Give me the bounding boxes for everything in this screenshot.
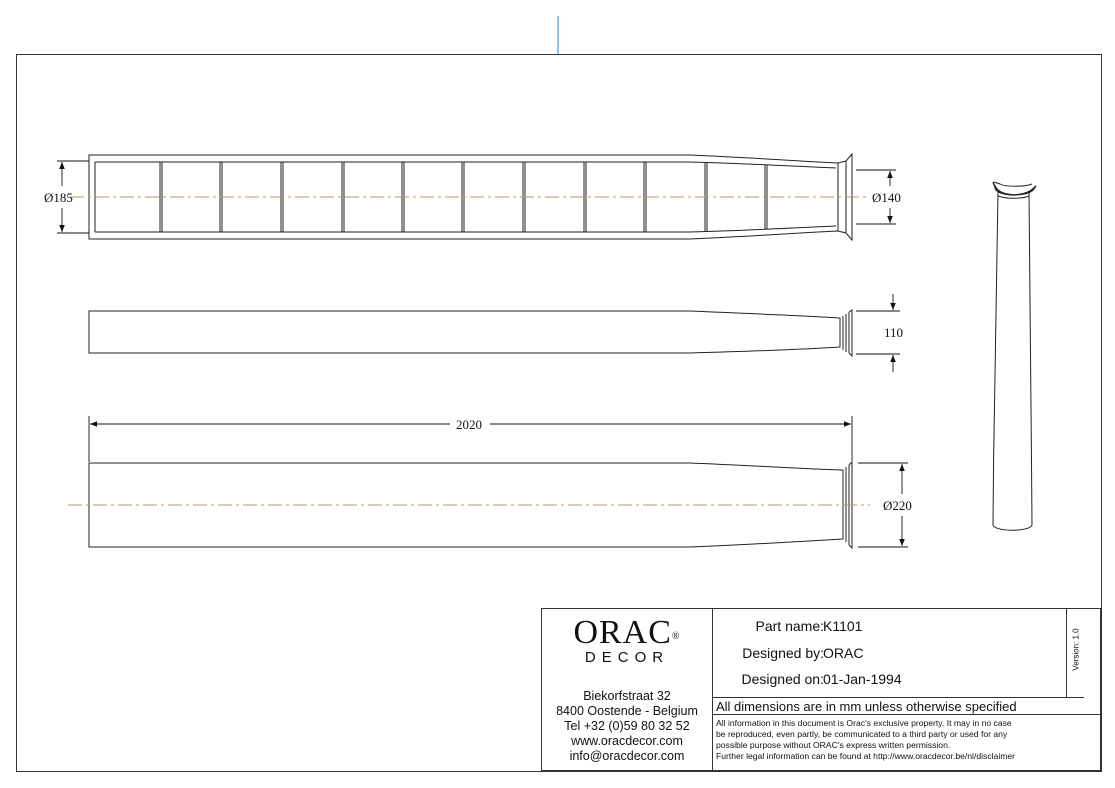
company-address (542, 689, 712, 764)
orac-logo (542, 615, 712, 666)
field-value: ORAC (823, 645, 864, 661)
dim-top-right-label: Ø140 (872, 190, 901, 205)
address-city: 8400 Oostende - Belgium (556, 704, 698, 718)
field-value: 01-Jan-1994 (823, 671, 902, 687)
address-website[interactable]: www.oracdecor.com (571, 734, 683, 748)
field-label: Designed by: (742, 645, 824, 661)
field-designed-by (713, 645, 1084, 671)
logo-registered-mark: ® (671, 631, 681, 642)
title-block (541, 608, 1101, 771)
dim-front-length-label: 2020 (456, 417, 482, 432)
address-phone: Tel +32 (0)59 80 32 52 (564, 719, 690, 733)
legal-line: be reproduced, even partly, be communicated to a third party or used for any (716, 729, 1008, 739)
legal-line: possible purpose without ORAC's express written permission. (716, 740, 951, 750)
dim-front-diameter-label: Ø220 (883, 498, 912, 513)
dim-top-left-label: Ø185 (44, 190, 73, 205)
address-email[interactable]: info@oracdecor.com (569, 749, 685, 763)
version-label: Version: 1.0 (1071, 628, 1081, 671)
field-part-name (713, 618, 1084, 644)
legal-notice (716, 718, 1098, 762)
title-block-company (542, 609, 713, 770)
side-view (89, 310, 852, 356)
legal-line: All information in this document is Orac's exclusive property. It may in no case (716, 718, 1012, 728)
logo-sub: DECOR (584, 649, 670, 666)
field-designed-on (713, 671, 1084, 697)
dim-side-height-label: 110 (884, 325, 904, 340)
version-cell (1066, 609, 1084, 697)
logo-text: ORAC (573, 614, 672, 651)
title-block-fields (713, 609, 1084, 698)
field-label: Designed on: (741, 671, 824, 687)
field-value: K1101 (823, 618, 863, 634)
dimensions-note: All dimensions are in mm unless otherwise specified (713, 698, 1101, 715)
perspective-view (993, 182, 1036, 530)
address-street: Biekorfstraat 32 (583, 689, 671, 703)
field-label: Part name: (755, 618, 824, 634)
legal-line: Further legal information can be found at http://www.oracdecor.be/nl/disclaimer (716, 751, 1016, 761)
